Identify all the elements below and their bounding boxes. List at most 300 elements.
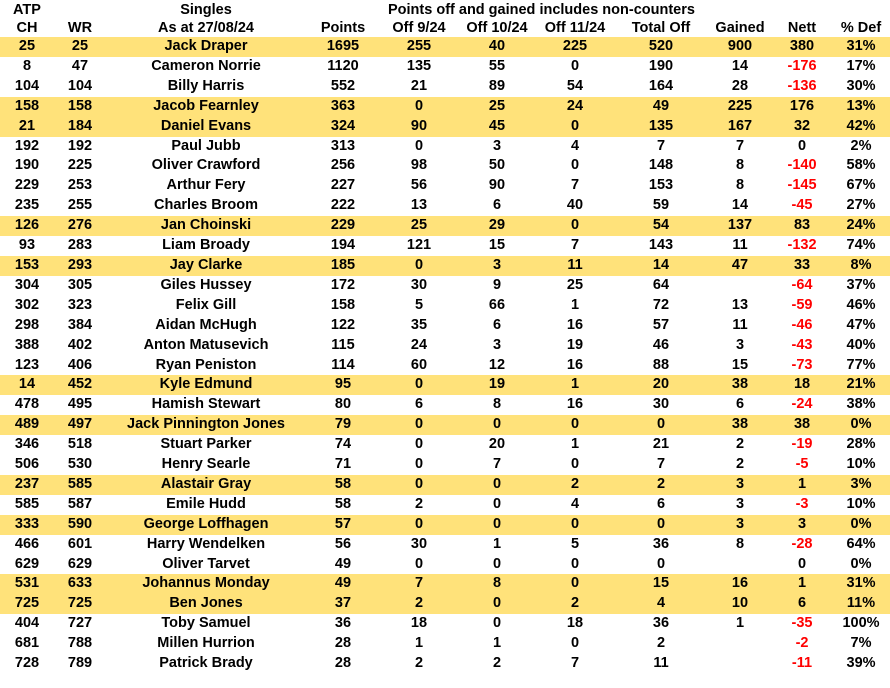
- header-row-2: [0, 19, 890, 37]
- cell-off-11-24: 0: [536, 515, 614, 535]
- cell-nett: -140: [787, 157, 817, 174]
- cell-total-off: 135: [614, 117, 708, 137]
- cell-points: 56: [334, 535, 352, 552]
- cell-ch: 192: [14, 137, 40, 154]
- cell-gained: 225: [708, 97, 772, 117]
- column-header-as-at: As at 27/08/24: [158, 20, 254, 36]
- cell-ch: 304: [14, 276, 40, 293]
- cell-total-off: 4: [614, 594, 708, 614]
- cell-pct-def: 27%: [846, 197, 876, 214]
- cell-wr: 530: [67, 456, 93, 473]
- cell-off-9-24: 2: [380, 594, 458, 614]
- cell-ch: 585: [14, 495, 40, 512]
- table-row: [0, 176, 890, 196]
- cell-total-off: 64: [652, 276, 670, 293]
- cell-off-11-24: 1: [536, 375, 614, 395]
- cell-player-name: Hamish Stewart: [151, 396, 261, 413]
- cell-off-11-24: 25: [566, 276, 584, 293]
- cell-off-11-24: 2: [536, 475, 614, 495]
- cell-pct-def: 10%: [846, 495, 876, 512]
- cell-off-9-24: 35: [410, 316, 428, 333]
- cell-gained: 14: [731, 57, 749, 74]
- cell-gained: 3: [708, 475, 772, 495]
- table-row: [0, 375, 890, 395]
- column-header-pct-def: % Def: [840, 20, 882, 36]
- table-row: [0, 256, 890, 276]
- cell-points: 363: [306, 97, 380, 117]
- cell-off-10-24: 25: [458, 97, 536, 117]
- cell-off-9-24: 121: [406, 237, 432, 254]
- cell-nett: -132: [787, 237, 817, 254]
- cell-off-11-24: 0: [536, 117, 614, 137]
- cell-pct-def: 47%: [846, 316, 876, 333]
- cell-off-11-24: 18: [566, 615, 584, 632]
- cell-wr: 305: [67, 276, 93, 293]
- cell-total-off: 148: [648, 157, 674, 174]
- cell-player-name: Charles Broom: [154, 197, 258, 214]
- cell-total-off: 190: [648, 57, 674, 74]
- cell-points: 58: [334, 495, 352, 512]
- cell-total-off: 57: [652, 316, 670, 333]
- cell-pct-def: 64%: [846, 535, 876, 552]
- table-row: [0, 57, 890, 77]
- cell-wr: 184: [54, 117, 106, 137]
- cell-off-9-24: 0: [414, 137, 424, 154]
- cell-points: 37: [306, 594, 380, 614]
- cell-gained: 47: [708, 256, 772, 276]
- cell-wr: 629: [67, 555, 93, 572]
- table-row: [0, 495, 890, 515]
- cell-total-off: 0: [614, 415, 708, 435]
- cell-total-off: 0: [656, 555, 666, 572]
- cell-nett: -28: [791, 535, 813, 552]
- cell-player-name: Anton Matusevich: [143, 336, 269, 353]
- cell-player-name: Jay Clarke: [106, 256, 306, 276]
- cell-total-off: 2: [656, 635, 666, 652]
- cell-nett: 0: [797, 137, 807, 154]
- cell-off-9-24: 1: [414, 635, 424, 652]
- cell-nett: -145: [787, 177, 817, 194]
- table-row: [0, 515, 890, 535]
- cell-off-11-24: 11: [536, 256, 614, 276]
- cell-off-10-24: 40: [458, 37, 536, 57]
- cell-total-off: 36: [652, 615, 670, 632]
- cell-ch: 153: [0, 256, 54, 276]
- cell-player-name: Arthur Fery: [166, 177, 246, 194]
- cell-off-10-24: 0: [458, 515, 536, 535]
- cell-player-name: Oliver Crawford: [151, 157, 261, 174]
- cell-ch: 478: [14, 396, 40, 413]
- cell-pct-def: 42%: [832, 117, 890, 137]
- cell-nett: 1: [772, 475, 832, 495]
- table-row: [0, 654, 890, 674]
- cell-off-11-24: 54: [566, 77, 584, 94]
- cell-points: 71: [334, 456, 352, 473]
- cell-points: 158: [330, 296, 356, 313]
- cell-nett: 176: [772, 97, 832, 117]
- cell-player-name: Harry Wendelken: [146, 535, 266, 552]
- cell-nett: -35: [791, 615, 813, 632]
- cell-off-9-24: 25: [380, 216, 458, 236]
- cell-off-11-24: 7: [570, 655, 580, 672]
- cell-points: 172: [330, 276, 356, 293]
- cell-off-9-24: 0: [380, 475, 458, 495]
- cell-nett: 0: [797, 555, 807, 572]
- table-row: [0, 276, 890, 296]
- cell-total-off: 46: [652, 336, 670, 353]
- cell-wr: 495: [67, 396, 93, 413]
- cell-gained: 38: [708, 415, 772, 435]
- cell-gained: 3: [735, 336, 745, 353]
- cell-pct-def: 37%: [846, 276, 876, 293]
- table-row: [0, 435, 890, 455]
- cell-off-11-24: 1: [570, 436, 580, 453]
- cell-gained: [708, 276, 772, 296]
- cell-off-9-24: 30: [410, 535, 428, 552]
- table-row: [0, 594, 890, 614]
- cell-ch: 388: [14, 336, 40, 353]
- header-row-1: [0, 0, 890, 19]
- table-row: [0, 316, 890, 336]
- cell-pct-def: 17%: [846, 57, 876, 74]
- cell-nett: -2: [795, 635, 809, 652]
- cell-nett: -19: [791, 436, 813, 453]
- cell-off-10-24: 50: [488, 157, 506, 174]
- cell-ch: 333: [0, 515, 54, 535]
- cell-player-name: Henry Searle: [161, 456, 251, 473]
- cell-pct-def: 3%: [832, 475, 890, 495]
- cell-points: 57: [306, 515, 380, 535]
- cell-total-off: 7: [656, 456, 666, 473]
- cell-off-10-24: 0: [458, 594, 536, 614]
- cell-pct-def: 24%: [832, 216, 890, 236]
- cell-total-off: 143: [648, 237, 674, 254]
- table-header: [0, 0, 890, 37]
- cell-gained: 167: [708, 117, 772, 137]
- cell-pct-def: 77%: [846, 356, 876, 373]
- cell-points: 227: [330, 177, 356, 194]
- cell-off-11-24: 0: [570, 635, 580, 652]
- cell-total-off: 54: [614, 216, 708, 236]
- cell-gained: 13: [731, 296, 749, 313]
- cell-off-10-24: 0: [492, 495, 502, 512]
- cell-nett: 33: [772, 256, 832, 276]
- cell-ch: 466: [14, 535, 40, 552]
- cell-nett: 83: [772, 216, 832, 236]
- cell-wr: 789: [67, 655, 93, 672]
- cell-total-off: 520: [614, 37, 708, 57]
- cell-ch: 725: [0, 594, 54, 614]
- cell-ch: 506: [14, 456, 40, 473]
- cell-wr: 727: [67, 615, 93, 632]
- cell-off-10-24: 55: [488, 57, 506, 74]
- cell-gained: 10: [708, 594, 772, 614]
- cell-ch: 298: [14, 316, 40, 333]
- cell-off-11-24: 40: [566, 197, 584, 214]
- cell-off-11-24: 4: [570, 137, 580, 154]
- cell-gained: 2: [735, 456, 745, 473]
- header-singles: Singles: [180, 2, 232, 18]
- cell-pct-def: 38%: [846, 396, 876, 413]
- cell-off-9-24: 30: [410, 276, 428, 293]
- cell-pct-def: 74%: [846, 237, 876, 254]
- cell-off-11-24: 0: [536, 415, 614, 435]
- cell-total-off: 59: [652, 197, 670, 214]
- cell-points: 222: [330, 197, 356, 214]
- cell-pct-def: 39%: [846, 655, 876, 672]
- cell-off-11-24: 0: [536, 216, 614, 236]
- cell-off-10-24: 3: [492, 336, 502, 353]
- cell-off-11-24: 7: [570, 237, 580, 254]
- cell-gained: 28: [731, 77, 749, 94]
- cell-off-9-24: 2: [414, 495, 424, 512]
- cell-player-name: Aidan McHugh: [155, 316, 257, 333]
- cell-wr: 47: [71, 57, 89, 74]
- cell-total-off: 164: [648, 77, 674, 94]
- cell-nett: -45: [791, 197, 813, 214]
- cell-pct-def: 0%: [832, 515, 890, 535]
- cell-points: 122: [330, 316, 356, 333]
- cell-total-off: 6: [656, 495, 666, 512]
- cell-gained: 15: [731, 356, 749, 373]
- cell-off-11-24: 225: [536, 37, 614, 57]
- cell-nett: -176: [787, 57, 817, 74]
- cell-off-10-24: 9: [492, 276, 502, 293]
- cell-nett: -3: [795, 495, 809, 512]
- cell-wr: 225: [67, 157, 93, 174]
- cell-gained: 900: [708, 37, 772, 57]
- cell-off-9-24: 7: [380, 574, 458, 594]
- cell-gained: 7: [735, 137, 745, 154]
- cell-off-11-24: 7: [570, 177, 580, 194]
- cell-off-9-24: 135: [406, 57, 432, 74]
- table-row: [0, 117, 890, 137]
- cell-off-10-24: 3: [492, 137, 502, 154]
- cell-nett: -11: [791, 655, 813, 672]
- cell-gained: 6: [735, 396, 745, 413]
- table-row: [0, 415, 890, 435]
- cell-nett: -73: [791, 356, 813, 373]
- cell-wr: 590: [54, 515, 106, 535]
- table-row: [0, 356, 890, 376]
- cell-points: 114: [331, 356, 355, 373]
- cell-points: 115: [331, 336, 355, 353]
- cell-off-9-24: 24: [410, 336, 428, 353]
- column-header-off-9-24: Off 9/24: [392, 20, 446, 36]
- table-row: [0, 196, 890, 216]
- table-row: [0, 574, 890, 594]
- table-row: [0, 97, 890, 117]
- cell-off-11-24: 24: [536, 97, 614, 117]
- cell-nett: 380: [772, 37, 832, 57]
- cell-gained: [708, 634, 772, 654]
- cell-player-name: Cameron Norrie: [151, 57, 261, 74]
- cell-off-9-24: 0: [380, 375, 458, 395]
- cell-wr: 601: [67, 535, 93, 552]
- cell-ch: 302: [14, 296, 40, 313]
- cell-off-9-24: 6: [414, 396, 424, 413]
- cell-off-9-24: 255: [380, 37, 458, 57]
- cell-points: 74: [334, 436, 352, 453]
- cell-wr: 633: [54, 574, 106, 594]
- cell-gained: 3: [708, 515, 772, 535]
- cell-ch: 21: [0, 117, 54, 137]
- cell-nett: -5: [795, 456, 809, 473]
- cell-off-10-24: 6: [492, 197, 502, 214]
- cell-player-name: Millen Hurrion: [157, 635, 255, 652]
- cell-off-10-24: 89: [488, 77, 506, 94]
- cell-points: 80: [334, 396, 352, 413]
- cell-pct-def: 28%: [846, 436, 876, 453]
- cell-off-10-24: 90: [488, 177, 506, 194]
- cell-pct-def: 7%: [850, 635, 872, 652]
- cell-wr: 788: [67, 635, 93, 652]
- cell-ch: 190: [14, 157, 40, 174]
- cell-wr: 276: [54, 216, 106, 236]
- column-header-off-10-24: Off 10/24: [466, 20, 528, 36]
- cell-ch: 346: [14, 436, 40, 453]
- cell-ch: 728: [14, 655, 40, 672]
- table-row: [0, 336, 890, 356]
- cell-pct-def: 40%: [846, 336, 876, 353]
- cell-player-name: Johannus Monday: [106, 574, 306, 594]
- cell-pct-def: 8%: [832, 256, 890, 276]
- cell-off-11-24: 0: [570, 555, 580, 572]
- cell-off-11-24: 4: [570, 495, 580, 512]
- cell-player-name: Jan Choinski: [106, 216, 306, 236]
- cell-pct-def: 11%: [832, 594, 890, 614]
- cell-off-9-24: 98: [410, 157, 428, 174]
- cell-off-9-24: 13: [410, 197, 428, 214]
- cell-nett: 6: [772, 594, 832, 614]
- cell-off-10-24: 1: [492, 635, 502, 652]
- cell-wr: 158: [54, 97, 106, 117]
- cell-off-9-24: 0: [414, 456, 424, 473]
- cell-off-10-24: 8: [492, 396, 502, 413]
- cell-off-9-24: 0: [414, 555, 424, 572]
- cell-off-9-24: 56: [410, 177, 428, 194]
- cell-pct-def: 67%: [846, 177, 876, 194]
- cell-ch: 104: [14, 77, 40, 94]
- cell-pct-def: 58%: [846, 157, 876, 174]
- cell-ch: 126: [0, 216, 54, 236]
- cell-gained: 3: [735, 495, 745, 512]
- column-header-wr: WR: [67, 20, 93, 36]
- cell-off-11-24: 16: [566, 396, 584, 413]
- column-header-nett: Nett: [787, 20, 817, 36]
- cell-off-10-24: 15: [488, 237, 506, 254]
- cell-wr: 283: [67, 237, 93, 254]
- cell-off-10-24: 0: [458, 475, 536, 495]
- cell-pct-def: 31%: [832, 37, 890, 57]
- cell-off-11-24: 0: [536, 574, 614, 594]
- cell-off-10-24: 45: [458, 117, 536, 137]
- cell-player-name: Alastair Gray: [106, 475, 306, 495]
- cell-total-off: 153: [648, 177, 674, 194]
- cell-points: 1120: [327, 57, 359, 74]
- cell-gained: 11: [732, 316, 748, 333]
- cell-off-10-24: 0: [458, 415, 536, 435]
- table-row: [0, 634, 890, 654]
- cell-wr: 255: [67, 197, 93, 214]
- cell-off-10-24: 1: [492, 535, 502, 552]
- column-header-gained: Gained: [715, 20, 765, 36]
- cell-player-name: Giles Hussey: [160, 276, 252, 293]
- cell-off-11-24: 2: [536, 594, 614, 614]
- cell-gained: [708, 654, 772, 674]
- cell-ch: 8: [22, 57, 32, 74]
- cell-points: 79: [306, 415, 380, 435]
- cell-total-off: 2: [614, 475, 708, 495]
- cell-points: 49: [334, 555, 352, 572]
- cell-ch: 404: [14, 615, 40, 632]
- cell-player-name: Ben Jones: [106, 594, 306, 614]
- cell-off-10-24: 12: [488, 356, 506, 373]
- cell-ch: 531: [0, 574, 54, 594]
- table-row: [0, 614, 890, 634]
- cell-player-name: George Loffhagen: [106, 515, 306, 535]
- cell-player-name: Billy Harris: [167, 77, 245, 94]
- cell-off-9-24: 90: [380, 117, 458, 137]
- cell-off-11-24: 0: [570, 456, 580, 473]
- table-row: [0, 156, 890, 176]
- cell-player-name: Jack Pinnington Jones: [106, 415, 306, 435]
- cell-player-name: Emile Hudd: [166, 495, 246, 512]
- cell-ch: 629: [14, 555, 40, 572]
- cell-points: 58: [306, 475, 380, 495]
- cell-off-9-24: 0: [380, 256, 458, 276]
- column-header-ch: CH: [16, 20, 38, 36]
- table-row: [0, 236, 890, 256]
- cell-total-off: 30: [652, 396, 670, 413]
- cell-off-9-24: 18: [410, 615, 428, 632]
- table-row: [0, 296, 890, 316]
- cell-nett: 18: [772, 375, 832, 395]
- cell-nett: -24: [791, 396, 813, 413]
- cell-player-name: Ryan Peniston: [155, 356, 257, 373]
- cell-wr: 452: [54, 375, 106, 395]
- cell-gained: 38: [708, 375, 772, 395]
- cell-wr: 497: [54, 415, 106, 435]
- cell-off-10-24: 6: [492, 316, 502, 333]
- cell-total-off: 36: [652, 535, 670, 552]
- header-note: Points off and gained includes non-counters: [388, 2, 695, 18]
- cell-points: 324: [306, 117, 380, 137]
- cell-off-10-24: 19: [458, 375, 536, 395]
- table-row: [0, 475, 890, 495]
- cell-player-name: Oliver Tarvet: [162, 555, 250, 572]
- cell-pct-def: 10%: [846, 456, 876, 473]
- cell-points: 28: [334, 655, 352, 672]
- cell-off-10-24: 8: [458, 574, 536, 594]
- cell-points: 194: [330, 237, 356, 254]
- cell-wr: 104: [67, 77, 93, 94]
- cell-pct-def: 100%: [842, 615, 880, 632]
- cell-off-10-24: 20: [488, 436, 506, 453]
- cell-off-11-24: 0: [570, 57, 580, 74]
- cell-off-9-24: 0: [380, 97, 458, 117]
- cell-gained: 8: [735, 157, 745, 174]
- cell-gained: 8: [735, 177, 745, 194]
- cell-off-10-24: 66: [488, 296, 506, 313]
- cell-wr: 725: [54, 594, 106, 614]
- cell-wr: 323: [67, 296, 93, 313]
- cell-off-11-24: 5: [570, 535, 580, 552]
- cell-nett: 3: [772, 515, 832, 535]
- cell-ch: 681: [14, 635, 40, 652]
- table-row: [0, 455, 890, 475]
- cell-gained: 1: [735, 615, 745, 632]
